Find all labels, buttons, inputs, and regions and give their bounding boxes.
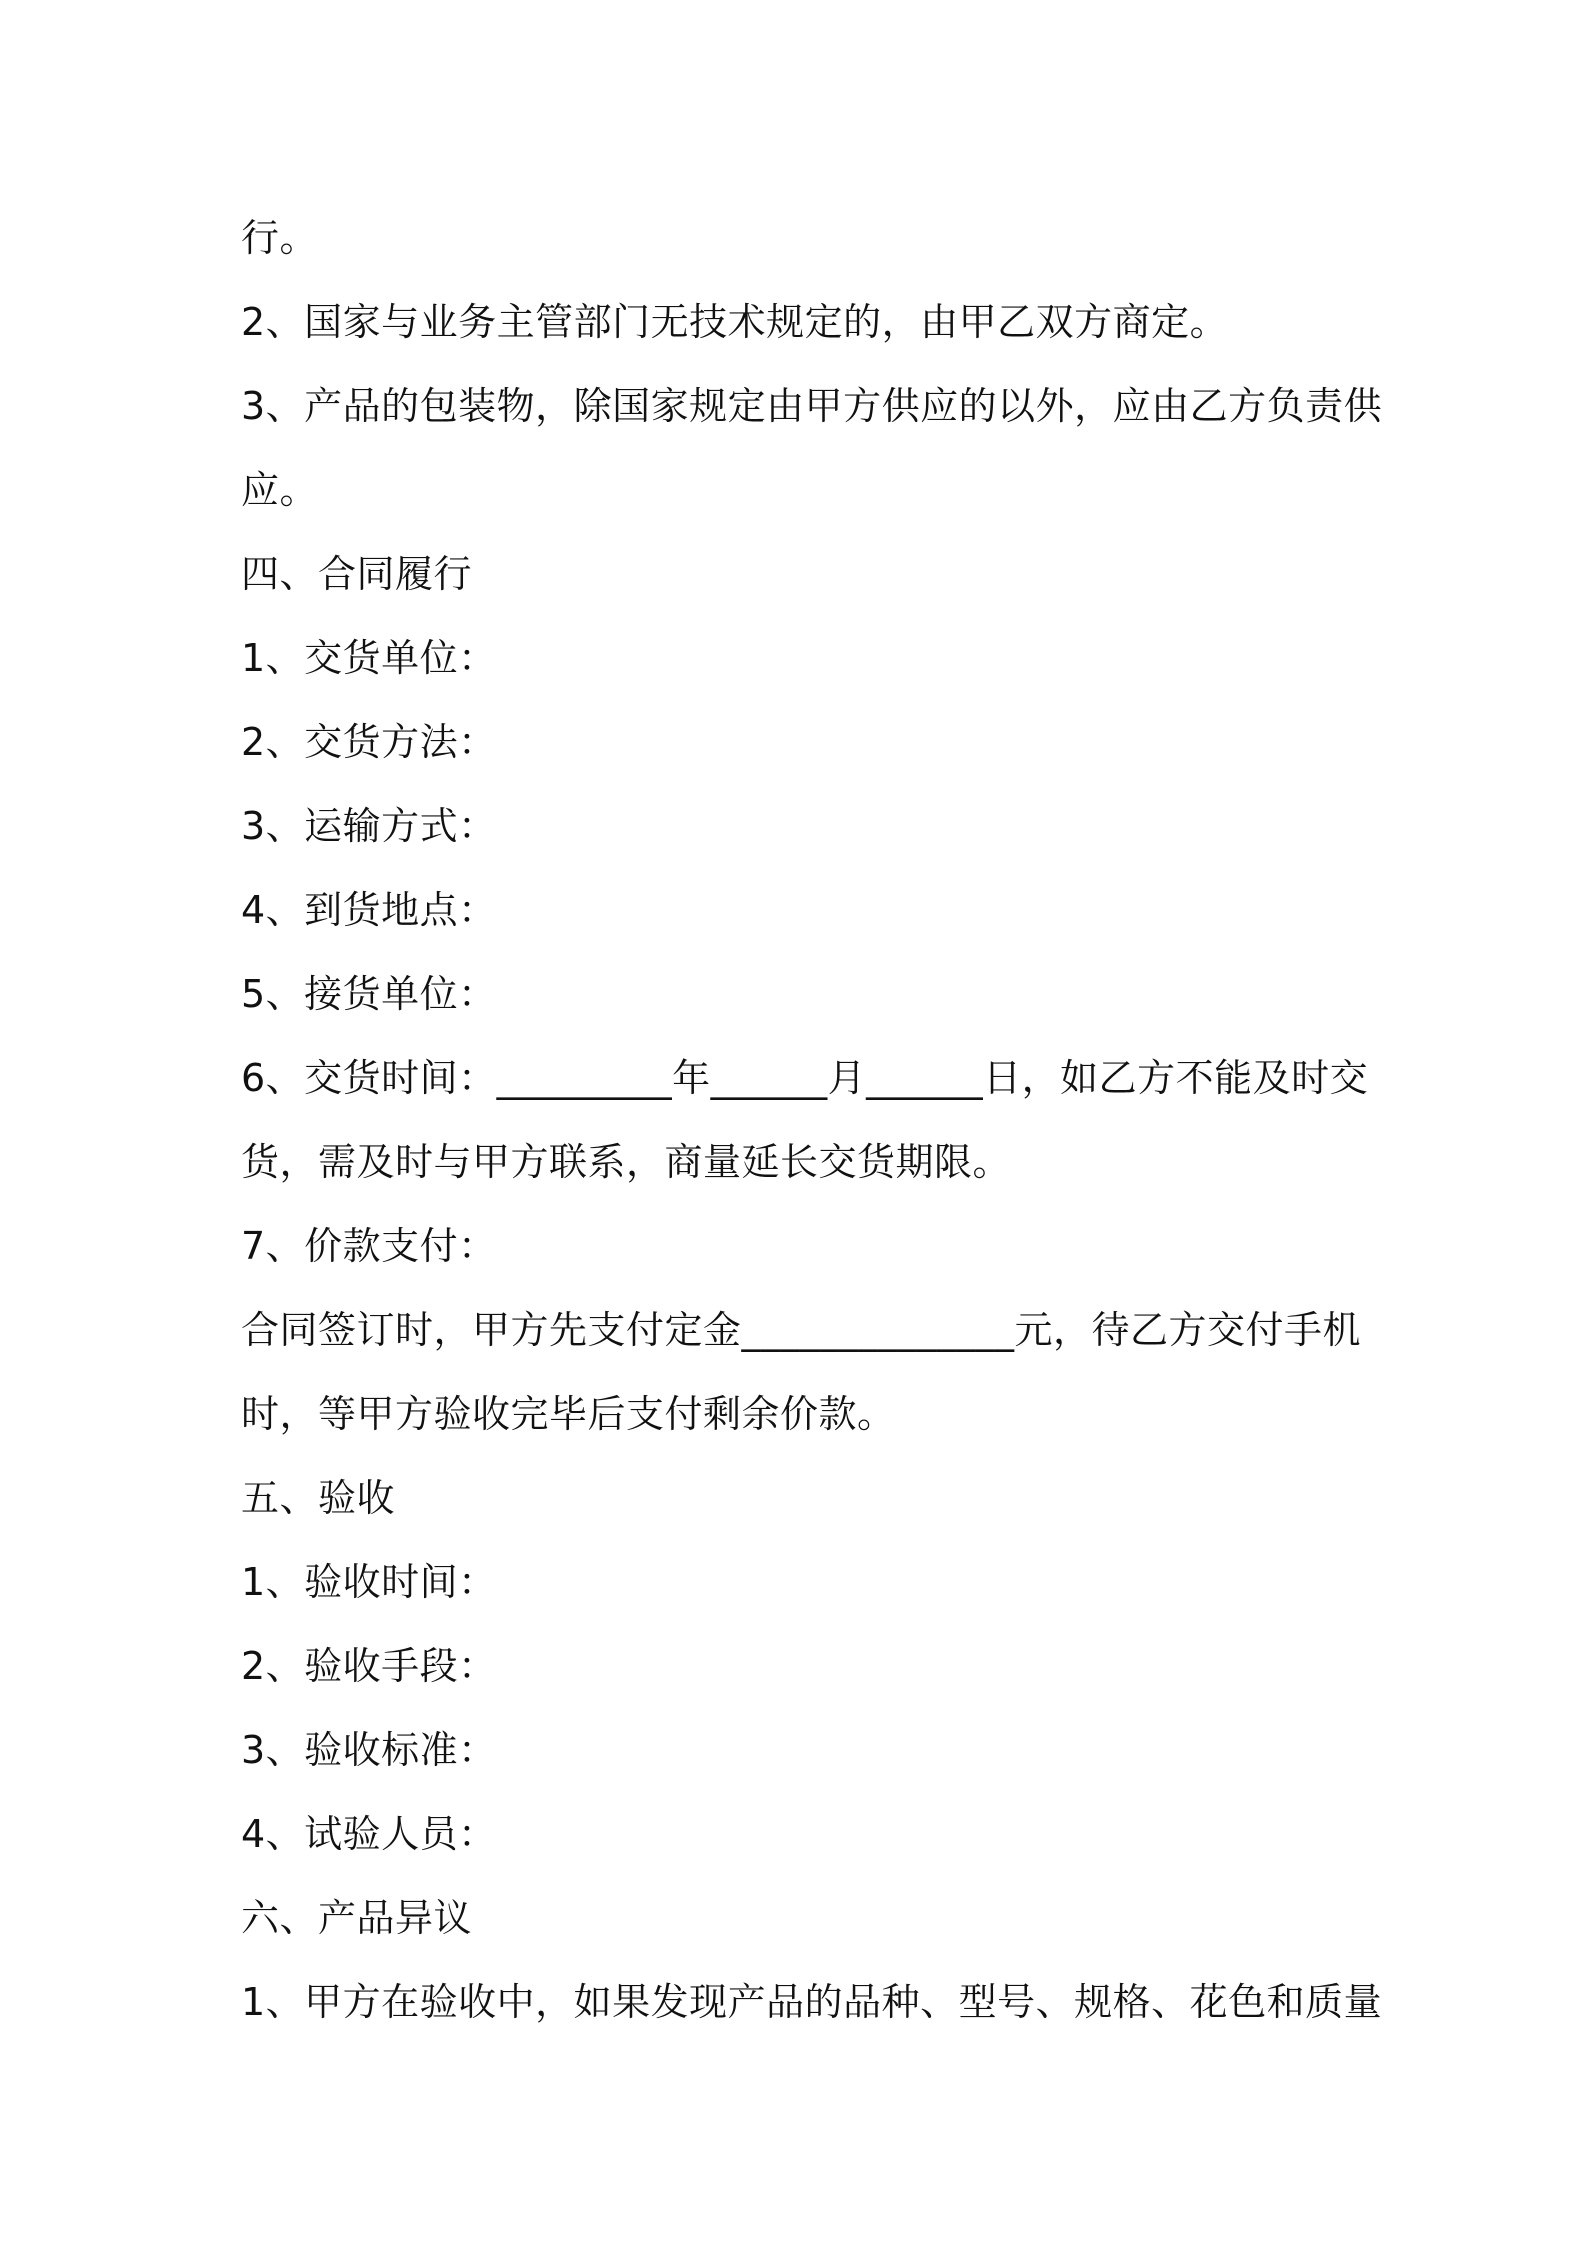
clause-3-3-continuation: 应。 — [241, 468, 319, 512]
clause-4-1-delivery-unit: 1、交货单位： — [241, 636, 497, 680]
payment-terms-continuation: 时，等甲方验收完毕后支付剩余价款。 — [241, 1392, 896, 1436]
clause-5-3-acceptance-standard: 3、验收标准： — [241, 1728, 497, 1772]
clause-3-3: 3、产品的包装物，除国家规定由甲方供应的以外，应由乙方负责供 — [241, 384, 1383, 428]
clause-4-2-delivery-method: 2、交货方法： — [241, 720, 497, 764]
clause-5-1-acceptance-time: 1、验收时间： — [241, 1560, 497, 1604]
clause-5-2-acceptance-means: 2、验收手段： — [241, 1644, 497, 1688]
payment-terms: 合同签订时，甲方先支付定金______________元，待乙方交付手机 — [241, 1308, 1362, 1352]
section-heading-product-objection: 六、产品异议 — [241, 1896, 473, 1940]
clause-4-3-transport-mode: 3、运输方式： — [241, 804, 497, 848]
clause-5-4-test-personnel: 4、试验人员： — [241, 1812, 497, 1856]
document-body — [241, 196, 1383, 2044]
clause-3-2: 2、国家与业务主管部门无技术规定的，由甲乙双方商定。 — [241, 300, 1229, 344]
clause-4-6-continuation: 货，需及时与甲方联系，商量延长交货期限。 — [241, 1140, 1012, 1184]
clause-4-5-receiving-unit: 5、接货单位： — [241, 972, 497, 1016]
clause-4-7-payment: 7、价款支付： — [241, 1224, 497, 1268]
clause-4-4-arrival-location: 4、到货地点： — [241, 888, 497, 932]
section-heading-contract-performance: 四、合同履行 — [241, 552, 473, 596]
clause-4-6-delivery-time: 6、交货时间：_________年______月______日，如乙方不能及时交 — [241, 1056, 1369, 1100]
section-heading-acceptance: 五、验收 — [241, 1476, 396, 1520]
text-line-continuation: 行。 — [241, 216, 319, 260]
clause-6-1: 1、甲方在验收中，如果发现产品的品种、型号、规格、花色和质量 — [241, 1980, 1383, 2024]
